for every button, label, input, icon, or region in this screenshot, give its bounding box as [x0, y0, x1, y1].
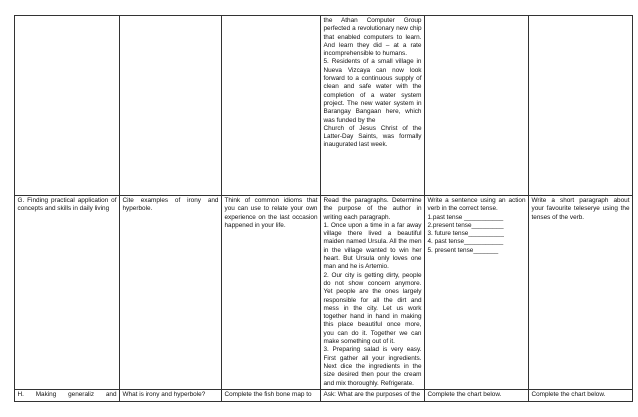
- paragraph: Read the paragraphs. Determine the purpose of the author in writing each paragraph.: [323, 197, 422, 221]
- paragraph: 5. Residents of a small village in Nueva Vizcaya can now look forward to a continuous supply of clean and safe water with the completion of a water system project. The new water system in Barangay Bangaan here, which was funded by the: [323, 58, 422, 124]
- table-row: [15, 16, 633, 196]
- activity-cell: Write a short paragraph about your favourite teleserye using the tenses of the verb.: [529, 196, 633, 390]
- row-label: [15, 389, 120, 401]
- list-item: 1.past tense ___________: [427, 213, 504, 221]
- paragraph: 1. Once upon a time in a far away village there lived a beautiful maiden named Ursula. All the men in the village wanted to win her heart. But Ursula only loves one man and he is Artemio.: [323, 221, 422, 271]
- list-item: 2.present tense_________: [427, 221, 504, 229]
- reading-cell: [321, 196, 425, 390]
- activity-cell: Complete the chart below.: [425, 389, 529, 401]
- table-cell: [15, 16, 120, 196]
- table-cell: [222, 16, 321, 196]
- row-label: G. Finding practical application of concepts and skills in daily living: [15, 196, 120, 390]
- paragraph: the Athan Computer Group perfected a revolutionary new chip that enabled computers to learn. And learn they did – at a rate incomprehensible to humans.: [323, 17, 422, 58]
- reading-cell: [321, 16, 425, 196]
- table-row: [15, 389, 633, 401]
- lesson-plan-table: [14, 15, 633, 402]
- table-row: [15, 196, 633, 390]
- activity-cell: Cite examples of irony and hyperbole.: [120, 196, 222, 390]
- paragraph: 2. Our city is getting dirty, people do not show concern anymore. Yet people are the ones largely responsible for all the dirt and mess in the city. Let us work together hand in hand in making this place beautiful once more, you can do it. Together we can make something out of it.: [323, 271, 422, 346]
- table-cell: [529, 16, 633, 196]
- list-item: 5. present tense_______: [427, 246, 499, 254]
- activity-cell: Complete the chart below.: [529, 389, 633, 401]
- paragraph: Church of Jesus Christ of the Latter-Day Saints, was formally inaugurated last week.: [323, 124, 422, 149]
- label-text: H. Making generaliz and: [17, 390, 117, 398]
- instruction: Write a sentence using an action verb in the correct tense.: [427, 197, 526, 213]
- activity-cell: What is irony and hyperbole?: [120, 389, 222, 401]
- activity-cell: Ask: What are the purposes of the: [321, 389, 425, 401]
- table-cell: [425, 16, 529, 196]
- activity-cell: Think of common idioms that you can use to relate your own experience on the last occasion happened in your life.: [222, 196, 321, 390]
- activity-cell: Complete the fish bone map to: [222, 389, 321, 401]
- activity-cell: [425, 196, 529, 390]
- list-item: 4. past tense___________: [427, 238, 504, 246]
- list-item: 3. future tense__________: [427, 230, 504, 238]
- table-cell: [120, 16, 222, 196]
- paragraph: 3. Preparing salad is very easy. First gather all your ingredients. Next dice the ingredients in the size desired then pour the cream and mix thoroughly. Refrigerate.: [323, 346, 422, 387]
